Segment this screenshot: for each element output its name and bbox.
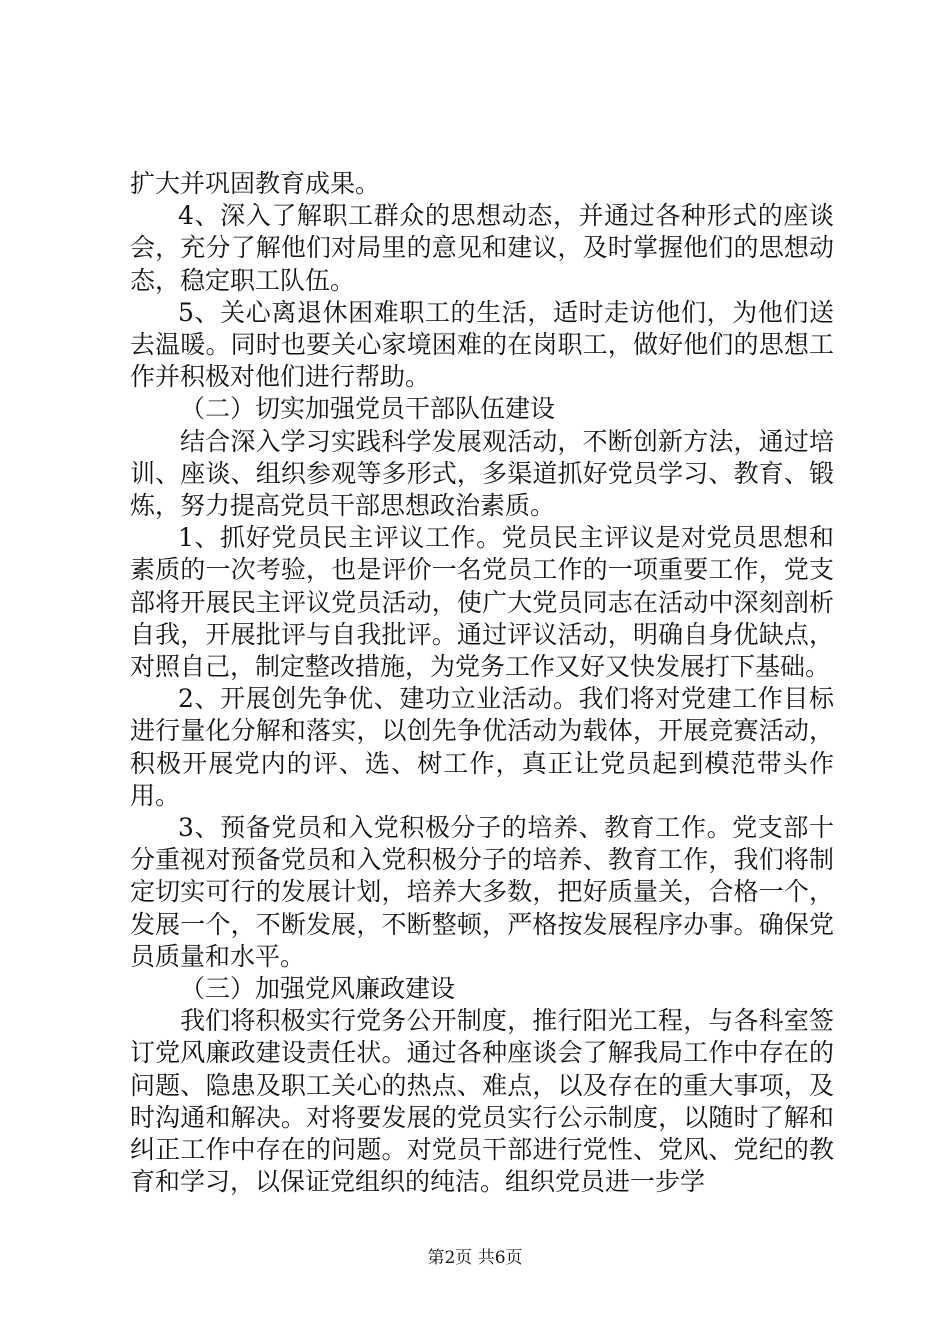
paragraph-item-1: 1、抓好党员民主评议工作。党员民主评议是对党员思想和素质的一次考验，也是评价一名党员工作的一项重要工作，党支部将开展民主评议党员活动，使广大党员同志在活动中深刻剖析自我，开展批评与自我批评。通过评议活动，明确自身优缺点，对照自己，制定整改措施，为党务工作又好又快发展打下基础。 (130, 523, 834, 682)
section-heading-2: （二）切实加强党员干部队伍建设 (180, 394, 556, 424)
document-body (130, 168, 834, 1199)
paragraph-section-2-intro: 结合深入学习实践科学发展观活动，不断创新方法，通过培训、座谈、组织参观等多形式，多渠道抓好党员学习、教育、锻炼，努力提高党员干部思想政治素质。 (130, 426, 834, 521)
paragraph-item-4: 4、深入了解职工群众的思想动态，并通过各种形式的座谈会，充分了解他们对局里的意见和建议，及时掌握他们的思想动态，稳定职工队伍。 (130, 201, 834, 295)
paragraph-continuation: 扩大并巩固教育成果。 (130, 169, 381, 198)
paragraph-section-3-body: 我们将积极实行党务公开制度，推行阳光工程，与各科室签订党风廉政建设责任状。通过各种座谈会了解我局工作中存在的问题、隐患及职工关心的热点、难点，以及存在的重大事项，及时沟通和解决。对将要发展的党员实行公示制度，以随时了解和纠正工作中存在的问题。对党员干部进行党性、党风、党纪的教育和学习，以保证党组织的纯洁。组织党员进一步学 (130, 1006, 834, 1197)
paragraph-item-5: 5、关心离退休困难职工的生活，适时走访他们，为他们送去温暖。同时也要关心家境困难的在岗职工，做好他们的思想工作并积极对他们进行帮助。 (130, 297, 834, 392)
paragraph-item-3: 3、预备党员和入党积极分子的培养、教育工作。党支部十分重视对预备党员和入党积极分子的培养、教育工作，我们将制定切实可行的发展计划，培养大多数，把好质量关，合格一个，发展一个，不断发展，不断整顿，严格按发展程序办事。确保党员质量和水平。 (130, 813, 834, 971)
page-footer: 第2页 共6页 (427, 1248, 523, 1268)
paragraph-item-2: 2、开展创先争优、建功立业活动。我们将对党建工作目标进行量化分解和落实，以创先争优活动为载体，开展竞赛活动，积极开展党内的评、选、树工作，真正让党员起到模范带头作用。 (130, 684, 834, 810)
section-heading-3: （三）加强党风廉政建设 (180, 974, 456, 1004)
